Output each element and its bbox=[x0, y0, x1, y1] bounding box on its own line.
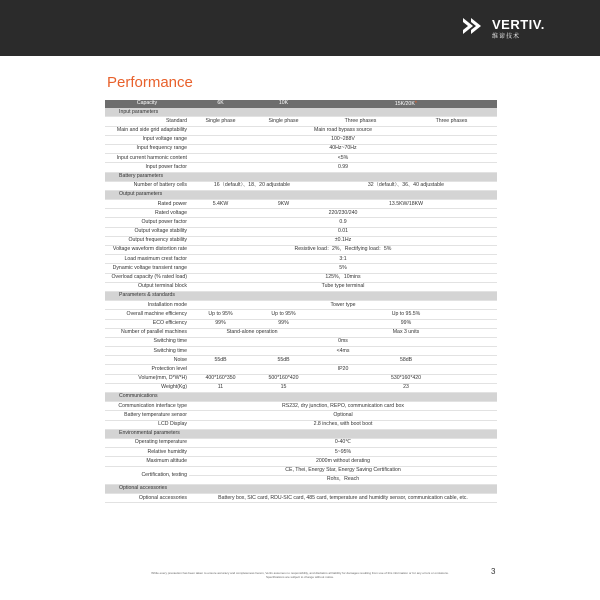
header-10k: 10K bbox=[252, 100, 315, 108]
cell-value: Tower type bbox=[189, 301, 497, 310]
cell-value: 400*160*350 bbox=[189, 374, 252, 383]
cell-value: Optional bbox=[189, 411, 497, 420]
cell-value: Main road bypass source bbox=[189, 126, 497, 135]
performance-table bbox=[105, 100, 497, 503]
table-row bbox=[105, 117, 497, 126]
table-row bbox=[105, 246, 497, 255]
section-communications: Communications bbox=[105, 393, 497, 402]
row-label: Optional accessories bbox=[105, 494, 189, 503]
cell-value: 58dB bbox=[315, 356, 497, 365]
table-row bbox=[105, 273, 497, 282]
row-label: Switching time bbox=[105, 337, 189, 346]
row-label: Overload capacity (% rated load) bbox=[105, 273, 189, 282]
row-label: Rated voltage bbox=[105, 209, 189, 218]
section-accessories: Optional accessories bbox=[105, 484, 497, 493]
cell-value: 2000m without derating bbox=[189, 457, 497, 466]
table-row bbox=[105, 154, 497, 163]
cell-value: Resistive load：2%，Rectifying load：5% bbox=[189, 246, 497, 255]
section-environmental: Environmental parameters bbox=[105, 429, 497, 438]
row-label: Output power factor bbox=[105, 218, 189, 227]
table-row bbox=[105, 374, 497, 383]
row-label: ECO efficiency bbox=[105, 319, 189, 328]
cell-value: 15 bbox=[252, 383, 315, 392]
table-row bbox=[105, 438, 497, 447]
cell-value: Up to 95% bbox=[252, 310, 315, 319]
cell-value: 32（default）、36、40 adjustable bbox=[315, 181, 497, 190]
row-label: Input voltage range bbox=[105, 135, 189, 144]
cell-value: 55dB bbox=[189, 356, 252, 365]
cell-value: Three phases bbox=[406, 117, 497, 126]
table-row bbox=[105, 126, 497, 135]
table-row bbox=[105, 328, 497, 337]
table-row bbox=[105, 383, 497, 392]
table-row bbox=[105, 144, 497, 153]
row-label: Certification, testing bbox=[105, 466, 189, 484]
footer-line-2: Specifications are subject to change without notice. bbox=[265, 574, 335, 579]
section-row bbox=[105, 190, 497, 199]
section-row bbox=[105, 393, 497, 402]
cell-value: Tube type terminal bbox=[189, 282, 497, 291]
row-label: Protection level bbox=[105, 365, 189, 374]
cell-value: IP20 bbox=[189, 365, 497, 374]
star-icon: * bbox=[414, 100, 418, 107]
cell-value: 55dB bbox=[252, 356, 315, 365]
cell-value: RS232, dry junction, REPO, communication card box bbox=[189, 402, 497, 411]
row-label: Number of parallel machines bbox=[105, 328, 189, 337]
header-capacity: Capacity bbox=[105, 100, 189, 108]
cell-value: 0.9 bbox=[189, 218, 497, 227]
section-row bbox=[105, 429, 497, 438]
cell-value: Battery box, SIC card, RDU-SIC card, 485 card, temperature and humidity sensor, communication cable, etc. bbox=[189, 494, 497, 503]
table-row bbox=[105, 494, 497, 503]
row-label: Relative humidity bbox=[105, 448, 189, 457]
cell-value: Single phase bbox=[189, 117, 252, 126]
cell-value: Up to 95.5% bbox=[315, 310, 497, 319]
row-label: Load maximum crest factor bbox=[105, 255, 189, 264]
cell-value: 100~288V bbox=[189, 135, 497, 144]
table-row bbox=[105, 356, 497, 365]
table-row bbox=[105, 200, 497, 209]
cell-value: 16（default）、18、20 adjustable bbox=[189, 181, 315, 190]
cell-value: 500*160*420 bbox=[252, 374, 315, 383]
cell-value: 2.8 inches, with boot boot bbox=[189, 420, 497, 429]
table-row bbox=[105, 135, 497, 144]
row-label: Rated power bbox=[105, 200, 189, 209]
row-label: Number of battery cells bbox=[105, 181, 189, 190]
row-label: Operating temperature bbox=[105, 438, 189, 447]
section-row bbox=[105, 484, 497, 493]
header-15k-20k: 15K/20K* bbox=[315, 100, 497, 108]
row-label: Noise bbox=[105, 356, 189, 365]
section-row bbox=[105, 172, 497, 181]
page-title: Performance bbox=[107, 74, 193, 91]
table-row bbox=[105, 457, 497, 466]
footer-line-1: While every precaution has been taken to ensure accuracy and completeness herein, Vertiv assumes no responsibility, and disclaims all liability for damages resulting from use of this information or for any errors or omissions. bbox=[151, 571, 449, 575]
cell-value: 125%，10mins bbox=[189, 273, 497, 282]
cell-value: <5% bbox=[189, 154, 497, 163]
cell-value: 5% bbox=[189, 264, 497, 273]
table-row bbox=[105, 347, 497, 356]
table-row bbox=[105, 209, 497, 218]
cell-value: Rohs，Reach bbox=[189, 475, 497, 484]
cell-value: 220/230/240 bbox=[189, 209, 497, 218]
cell-value: 13.5KW/18KW bbox=[315, 200, 497, 209]
cell-value: Max 3 units bbox=[315, 328, 497, 337]
vertiv-chevron-icon bbox=[462, 16, 486, 38]
table-row bbox=[105, 236, 497, 245]
cell-value: 23 bbox=[315, 383, 497, 392]
cell-value: 40Hz~70Hz bbox=[189, 144, 497, 153]
table-row bbox=[105, 181, 497, 190]
cell-value: CE, Thei, Energy Star, Energy Saving Certification bbox=[189, 466, 497, 475]
table-header-row bbox=[105, 100, 497, 108]
brand-name: VERTIV. bbox=[492, 17, 545, 32]
cell-value: 99% bbox=[315, 319, 497, 328]
table-row bbox=[105, 448, 497, 457]
cell-value: Single phase bbox=[252, 117, 315, 126]
table-row bbox=[105, 218, 497, 227]
table-row bbox=[105, 402, 497, 411]
row-label: Overall machine efficiency bbox=[105, 310, 189, 319]
cell-value: 5.4KW bbox=[189, 200, 252, 209]
row-label: Battery temperature sensor bbox=[105, 411, 189, 420]
cell-value: 3:1 bbox=[189, 255, 497, 264]
cell-value: Up to 95% bbox=[189, 310, 252, 319]
table-row bbox=[105, 163, 497, 172]
table-row bbox=[105, 420, 497, 429]
row-label: Maximum altitude bbox=[105, 457, 189, 466]
table-row bbox=[105, 319, 497, 328]
table-row bbox=[105, 337, 497, 346]
row-label: LCD Display bbox=[105, 420, 189, 429]
cell-value: Stand-alone operation bbox=[189, 328, 315, 337]
cell-value: 0.99 bbox=[189, 163, 497, 172]
row-label: Weight(Kg) bbox=[105, 383, 189, 392]
table-row bbox=[105, 255, 497, 264]
cell-value: 0-40℃ bbox=[189, 438, 497, 447]
footer-disclaimer bbox=[100, 572, 500, 580]
page-number: 3 bbox=[491, 567, 496, 576]
table-row bbox=[105, 411, 497, 420]
cell-value: 530*160*420 bbox=[315, 374, 497, 383]
table-row bbox=[105, 365, 497, 374]
row-label: Standard bbox=[105, 117, 189, 126]
cell-value: Three phases bbox=[315, 117, 406, 126]
cell-value: 0.01 bbox=[189, 227, 497, 236]
row-label: Switching time bbox=[105, 347, 189, 356]
section-battery: Battery parameters bbox=[105, 172, 497, 181]
table-row bbox=[105, 466, 497, 475]
table-row bbox=[105, 264, 497, 273]
row-label: Output voltage stability bbox=[105, 227, 189, 236]
row-label: Input power factor bbox=[105, 163, 189, 172]
table-row bbox=[105, 282, 497, 291]
brand-subtitle: 维谛技术 bbox=[492, 34, 521, 40]
row-label: Voltage waveform distortion rate bbox=[105, 246, 189, 255]
section-row bbox=[105, 291, 497, 300]
row-label: Input frequency range bbox=[105, 144, 189, 153]
row-label: Volume(mm, D*W*H) bbox=[105, 374, 189, 383]
vertiv-logo bbox=[462, 14, 572, 44]
header-band bbox=[0, 0, 600, 56]
table-row bbox=[105, 310, 497, 319]
row-label: Dynamic voltage transient range bbox=[105, 264, 189, 273]
cell-value: 11 bbox=[189, 383, 252, 392]
section-input: Input parameters bbox=[105, 108, 497, 117]
table-row bbox=[105, 227, 497, 236]
row-label: Output terminal block bbox=[105, 282, 189, 291]
cell-value: ±0.1Hz bbox=[189, 236, 497, 245]
header-6k: 6K bbox=[189, 100, 252, 108]
section-standards: Parameters & standards bbox=[105, 291, 497, 300]
row-label: Input current harmonic content bbox=[105, 154, 189, 163]
row-label: Communication interface type bbox=[105, 402, 189, 411]
cell-value: 5~95% bbox=[189, 448, 497, 457]
row-label: Output frequency stability bbox=[105, 236, 189, 245]
cell-value: 99% bbox=[189, 319, 252, 328]
section-output: Output parameters bbox=[105, 190, 497, 199]
cell-value: 9KW bbox=[252, 200, 315, 209]
section-row bbox=[105, 108, 497, 117]
cell-value: 99% bbox=[252, 319, 315, 328]
cell-value: 0ms bbox=[189, 337, 497, 346]
table-row bbox=[105, 301, 497, 310]
row-label: Main and side grid adaptability bbox=[105, 126, 189, 135]
row-label: Installation mode bbox=[105, 301, 189, 310]
cell-value: <4ms bbox=[189, 347, 497, 356]
